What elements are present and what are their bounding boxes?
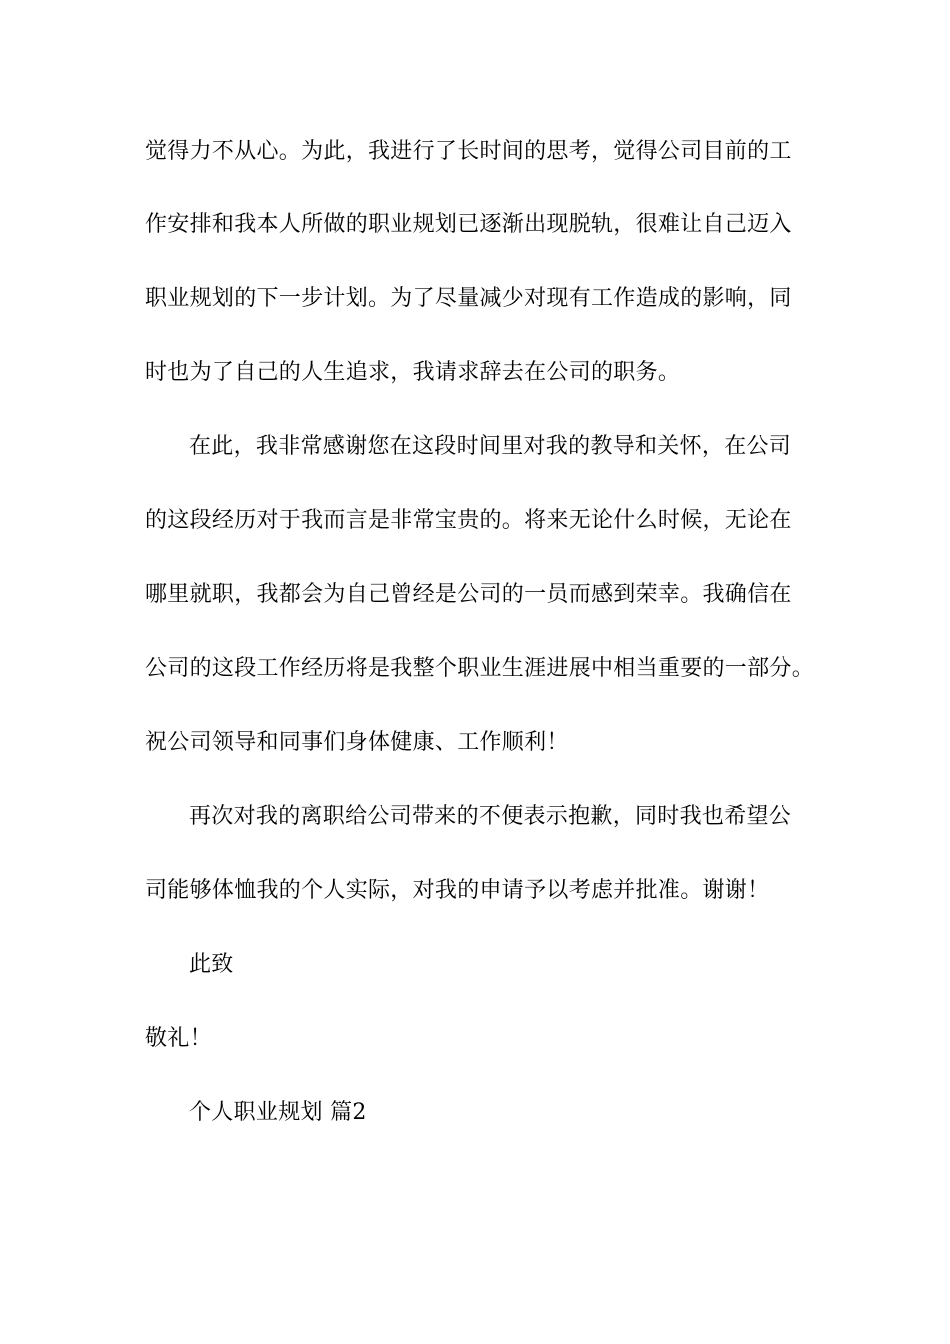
text-line: 司能够体恤我的个人实际，对我的申请予以考虑并批准。谢谢！ xyxy=(145,878,770,903)
section-heading: 个人职业规划 篇2 xyxy=(189,1100,367,1125)
text-line: 时也为了自己的人生追求，我请求辞去在公司的职务。 xyxy=(145,360,681,385)
closing-regards: 敬礼！ xyxy=(145,1026,212,1051)
text-line: 哪里就职，我都会为自己曾经是公司的一员而感到荣幸。我确信在 xyxy=(145,582,792,607)
text-line: 觉得力不从心。为此，我进行了长时间的思考，觉得公司目前的工 xyxy=(145,139,792,164)
text-line: 祝公司领导和同事们身体健康、工作顺利！ xyxy=(145,730,569,755)
text-line: 作安排和我本人所做的职业规划已逐渐出现脱轨，很难让自己迈入 xyxy=(145,212,792,237)
text-line: 在此，我非常感谢您在这段时间里对我的教导和关怀，在公司 xyxy=(189,434,792,459)
closing-salutation: 此致 xyxy=(189,952,234,977)
text-line: 公司的这段工作经历将是我整个职业生涯进展中相当重要的一部分。 xyxy=(145,656,815,681)
text-line: 的这段经历对于我而言是非常宝贵的。将来无论什么时候，无论在 xyxy=(145,508,792,533)
text-line: 职业规划的下一步计划。为了尽量减少对现有工作造成的影响，同 xyxy=(145,286,792,311)
text-line: 再次对我的离职给公司带来的不便表示抱歉，同时我也希望公 xyxy=(189,804,792,829)
